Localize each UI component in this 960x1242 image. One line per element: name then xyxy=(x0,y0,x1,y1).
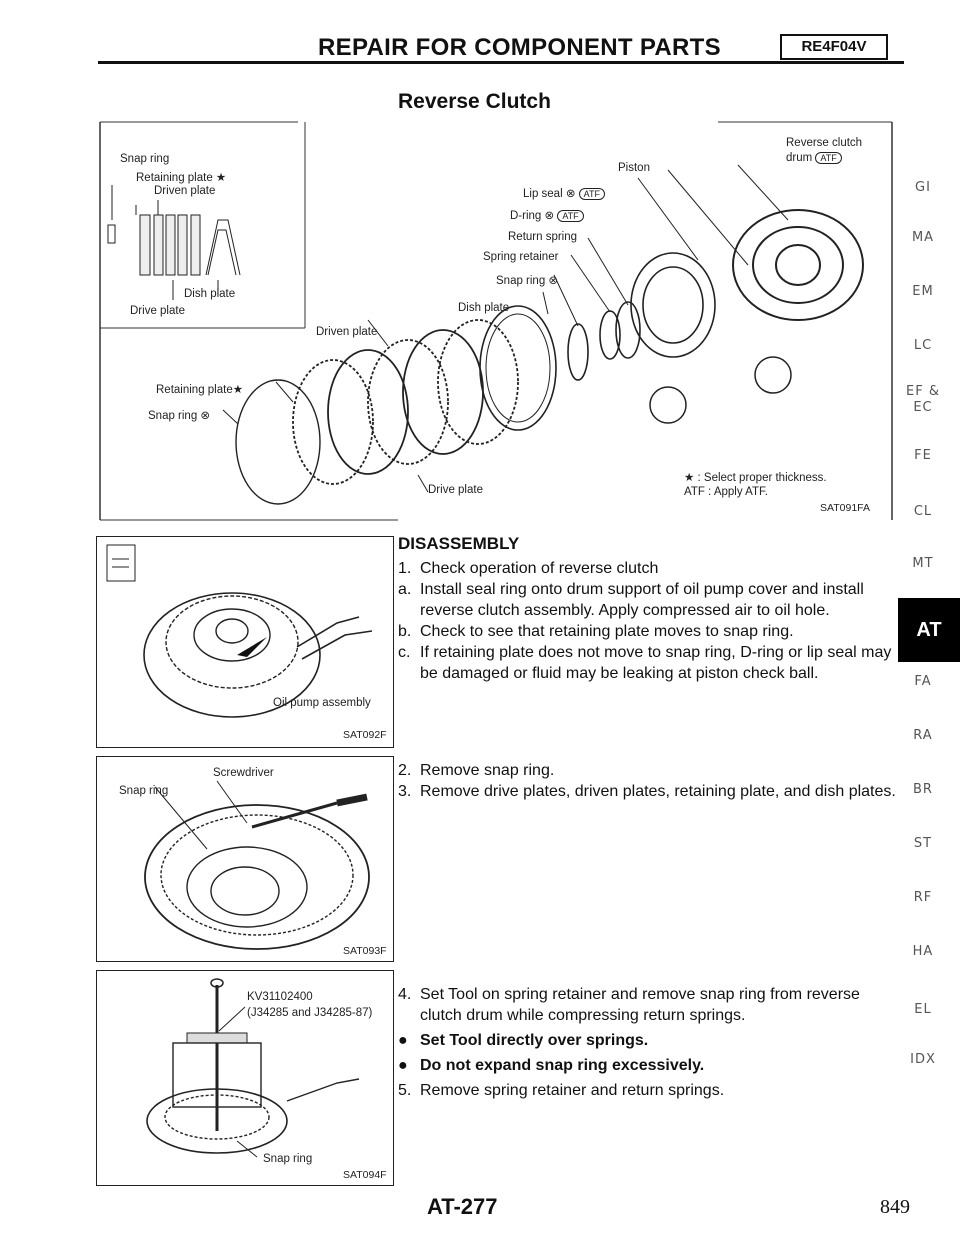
index-ma[interactable]: MA xyxy=(911,230,935,245)
inset-label-retaining-plate: Retaining plate ★ xyxy=(136,172,227,184)
index-st[interactable]: ST xyxy=(913,836,933,851)
figure-code: SAT093F xyxy=(343,945,387,957)
oil-pump-drawing xyxy=(97,537,393,747)
step-1c: c. If retaining plate does not move to snap ring, D-ring or lip seal may be damaged or fluid may be leaking at piston check ball. xyxy=(398,644,892,682)
index-idx[interactable]: IDX xyxy=(910,1052,936,1067)
label-reverse-clutch: Reverse clutch xyxy=(786,137,863,149)
label-piston: Piston xyxy=(618,162,650,174)
snap-ring-removal-figure xyxy=(96,756,394,962)
label-return-spring: Return spring xyxy=(508,231,578,243)
page-number: 849 xyxy=(880,1196,910,1218)
inset-label-driven-plate: Driven plate xyxy=(154,185,216,197)
exploded-view-figure xyxy=(98,120,894,522)
header-rule xyxy=(98,61,904,64)
legend-apply-atf: ATF : Apply ATF. xyxy=(684,486,768,498)
spring-compressor-figure xyxy=(96,970,394,1186)
label-spring-retainer: Spring retainer xyxy=(483,251,559,263)
spring-compressor-drawing xyxy=(97,971,393,1185)
index-fa[interactable]: FA xyxy=(914,674,932,689)
index-gi[interactable]: GI xyxy=(915,180,931,195)
label-drum: drum ATF xyxy=(786,152,842,164)
step-5: 5. Remove spring retainer and return springs. xyxy=(398,1082,725,1099)
label-snap-ring: Snap ring xyxy=(263,1153,313,1165)
step-1b: b. Check to see that retaining plate moves to snap ring. xyxy=(398,623,794,640)
step-2: 2. Remove snap ring. xyxy=(398,762,555,779)
inset-label-drive-plate: Drive plate xyxy=(130,305,185,317)
label-lip-seal: Lip seal ⊗ ATF xyxy=(523,186,605,200)
page-header-title: REPAIR FOR COMPONENT PARTS xyxy=(318,34,721,61)
index-ha[interactable]: HA xyxy=(912,944,934,959)
label-tool-alt-number: (J34285 and J34285-87) xyxy=(247,1007,373,1019)
index-lc[interactable]: LC xyxy=(913,338,933,353)
index-rf[interactable]: RF xyxy=(913,890,933,905)
index-ec[interactable]: EC xyxy=(913,400,933,415)
step-1a: a. Install seal ring onto drum support of oil pump cover and install reverse clutch assembly. Apply compressed air to oil hole. xyxy=(398,581,864,619)
index-mt[interactable]: MT xyxy=(912,556,934,571)
label-snap-ring-left: Snap ring ⊗ xyxy=(148,410,211,422)
inset-label-dish-plate: Dish plate xyxy=(184,288,236,300)
label-oil-pump-assembly: Oil pump assembly xyxy=(273,697,371,709)
label-snap-ring: Snap ring xyxy=(119,785,169,797)
label-drive-plate: Drive plate xyxy=(428,484,483,496)
disassembly-steps-2 xyxy=(398,760,896,802)
inset-label-snap-ring: Snap ring xyxy=(120,153,170,165)
label-snap-ring: Snap ring ⊗ xyxy=(496,275,559,287)
figure-code: SAT092F xyxy=(343,729,387,741)
index-el[interactable]: EL xyxy=(914,1002,932,1017)
index-at-active[interactable]: AT xyxy=(898,598,960,662)
legend-select-thickness: ★ : Select proper thickness. xyxy=(684,472,827,484)
bullet-snap-ring: ● Do not expand snap ring excessively. xyxy=(398,1057,705,1074)
label-tool-number: KV31102400 xyxy=(247,991,313,1003)
index-ef[interactable]: EF & xyxy=(906,384,940,399)
index-fe[interactable]: FE xyxy=(914,448,932,463)
disassembly-heading: DISASSEMBLY xyxy=(398,534,520,553)
model-badge: RE4F04V xyxy=(780,34,888,60)
label-dish-plate: Dish plate xyxy=(458,302,510,314)
step-1: 1. Check operation of reverse clutch xyxy=(398,560,659,577)
index-ra[interactable]: RA xyxy=(913,728,933,743)
index-cl[interactable]: CL xyxy=(913,504,933,519)
page-code: AT-277 xyxy=(427,1194,498,1219)
label-d-ring: D-ring ⊗ ATF xyxy=(510,208,584,222)
index-br[interactable]: BR xyxy=(913,782,933,797)
figure-code: SAT091FA xyxy=(820,502,870,514)
label-retaining-plate: Retaining plate★ xyxy=(156,384,244,396)
label-driven-plate: Driven plate xyxy=(316,326,378,338)
label-screwdriver: Screwdriver xyxy=(213,767,274,779)
figure-code: SAT094F xyxy=(343,1169,387,1181)
disassembly-steps-3 xyxy=(398,984,896,1101)
disassembly-steps-1 xyxy=(398,558,896,684)
bullet-set-tool: ● Set Tool directly over springs. xyxy=(398,1032,649,1049)
index-em[interactable]: EM xyxy=(912,284,934,299)
step-3: 3. Remove drive plates, driven plates, retaining plate, and dish plates. xyxy=(398,783,896,800)
oil-pump-figure xyxy=(96,536,394,748)
section-title: Reverse Clutch xyxy=(398,90,551,113)
step-4: 4. Set Tool on spring retainer and remove snap ring from reverse clutch drum while compressing return springs. xyxy=(398,986,860,1024)
